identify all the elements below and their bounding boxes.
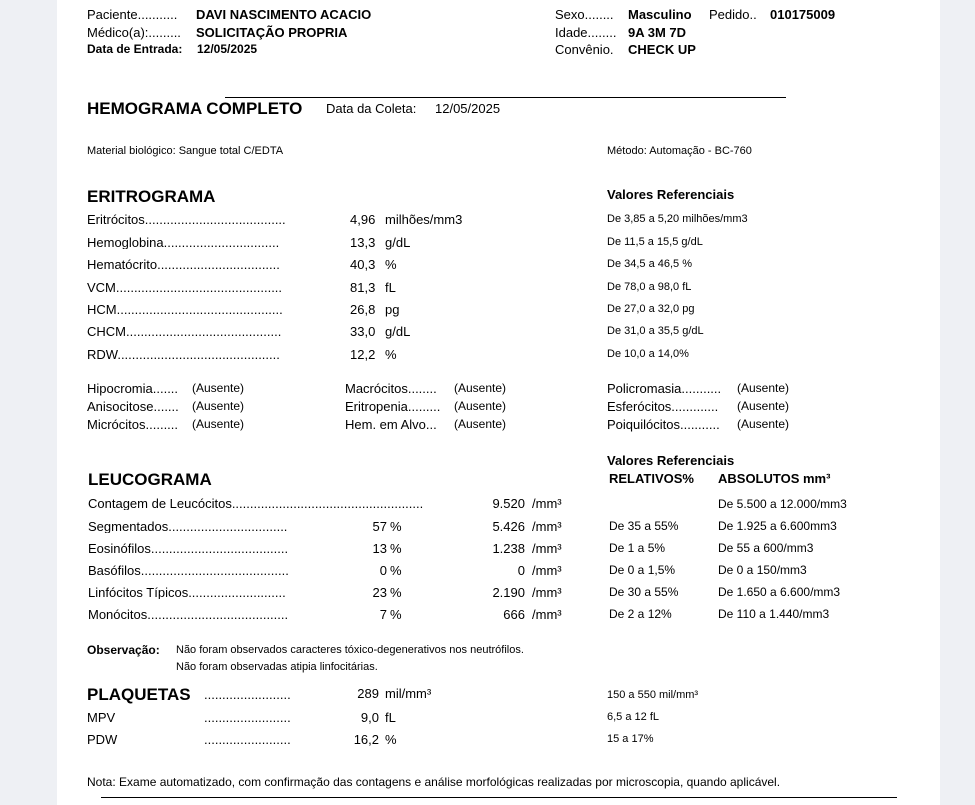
eritrograma-row-ref: De 3,85 a 5,20 milhões/mm3 [607, 213, 748, 225]
leucograma-row-unit: /mm³ [532, 541, 562, 556]
eritrograma-row-label: VCM.............................................. [87, 281, 283, 294]
leucograma-row-unit: /mm³ [532, 519, 562, 534]
leukocyte-count-unit: /mm³ [532, 496, 562, 511]
eritrograma-row-ref: De 78,0 a 98,0 fL [607, 281, 692, 293]
eritrograma-row-label: RDW............................................. [87, 348, 280, 361]
eritrograma-row-value: 13,3 [350, 235, 376, 250]
plaquetas-row-dots: ........................ [204, 711, 291, 724]
age-label: Idade........ [555, 25, 617, 40]
title-rule [225, 97, 786, 98]
plaquetas-row-unit: mil/mm³ [385, 686, 432, 701]
morph-value: (Ausente) [454, 381, 507, 395]
leucograma-row-label: Eosinófilos...................................... [88, 542, 289, 555]
eritrograma-row-unit: % [385, 347, 397, 362]
insurance-label: Convênio. [555, 42, 614, 57]
eritrograma-row-unit: milhões/mm3 [385, 212, 463, 227]
method-text: Método: Automação - BC-760 [607, 145, 752, 157]
leucograma-row-rel-ref: De 0 a 1,5% [609, 563, 676, 577]
leucograma-row-label: Monócitos....................................... [88, 608, 289, 621]
relative-header: RELATIVOS% [609, 471, 694, 486]
footer-rule [101, 797, 897, 798]
leucograma-row-unit: /mm³ [532, 607, 562, 622]
plaquetas-row-unit: % [385, 732, 397, 747]
plaquetas-title: PLAQUETAS [87, 685, 191, 704]
leucograma-row-pct: 0 [379, 563, 387, 578]
observation-line-2: Não foram observadas atipia linfocitárias. [176, 661, 378, 673]
eritrograma-row-ref: De 31,0 a 35,5 g/dL [607, 325, 704, 337]
morph-value: (Ausente) [192, 381, 245, 395]
morph-value: (Ausente) [454, 417, 507, 431]
plaquetas-row-unit: fL [385, 710, 396, 725]
order-label: Pedido.. [709, 7, 757, 22]
leucograma-row-value: 5.426 [492, 519, 525, 534]
eritrograma-row-label: Hematócrito.................................. [87, 258, 280, 271]
collect-date: 12/05/2025 [435, 101, 501, 116]
lab-report-page [57, 0, 940, 805]
patient-name: DAVI NASCIMENTO ACACIO [196, 7, 372, 22]
leucograma-row-value: 1.238 [492, 541, 525, 556]
observation-label: Observação: [87, 643, 160, 657]
absolute-header: ABSOLUTOS mm³ [718, 471, 831, 486]
eritrograma-row-value: 81,3 [350, 280, 376, 295]
morph-value: (Ausente) [192, 399, 245, 413]
order-number: 010175009 [770, 7, 836, 22]
sex-label: Sexo........ [555, 7, 614, 22]
plaquetas-row-name: PDW [87, 732, 118, 747]
eritrograma-row-value: 33,0 [350, 324, 376, 339]
leucograma-row-pct-unit: % [390, 541, 402, 556]
eritrograma-row-value: 4,96 [350, 212, 376, 227]
leucograma-row-pct: 23 [372, 585, 387, 600]
morph-label: Esferócitos............. [607, 399, 719, 414]
leucograma-row-pct-unit: % [390, 563, 402, 578]
material-text: Material biológico: Sangue total C/EDTA [87, 145, 284, 157]
eritrograma-row-ref: De 34,5 a 46,5 % [607, 258, 693, 270]
morph-label: Poiquilócitos........... [607, 417, 720, 432]
observation-line-1: Não foram observados caracteres tóxico-degenerativos nos neutrófilos. [176, 644, 524, 656]
leucograma-row-label: Basófilos......................................... [88, 564, 289, 577]
eritrograma-row-value: 12,2 [350, 347, 376, 362]
plaquetas-row-value: 16,2 [353, 732, 379, 747]
leucograma-row-rel-ref: De 30 a 55% [609, 585, 679, 599]
eritrograma-title: ERITROGRAMA [87, 187, 216, 206]
eritrograma-row-label: Hemoglobina................................ [87, 236, 280, 249]
plaquetas-row-ref: 15 a 17% [607, 733, 654, 745]
leucograma-row-abs-ref: De 1.650 a 6.600/mm3 [718, 585, 841, 599]
plaquetas-row-ref: 6,5 a 12 fL [607, 711, 659, 723]
eritrograma-row-unit: fL [385, 280, 396, 295]
eritrograma-row-label: Eritrócitos....................................... [87, 213, 286, 226]
morph-label: Micrócitos......... [87, 417, 179, 432]
morph-value: (Ausente) [737, 417, 790, 431]
leucograma-row-pct: 7 [379, 607, 387, 622]
leucograma-row-pct: 57 [372, 519, 387, 534]
morph-label: Hem. em Alvo... [345, 417, 437, 432]
eritrograma-row-unit: % [385, 257, 397, 272]
doctor-label: Médico(a):......... [87, 25, 181, 40]
sex-value: Masculino [628, 7, 692, 22]
leucograma-row-rel-ref: De 1 a 5% [609, 541, 666, 555]
eritrograma-row-ref: De 27,0 a 32,0 pg [607, 303, 695, 315]
entry-date-label: Data de Entrada: [87, 42, 183, 56]
leukocyte-count-label: Contagem de Leucócitos..................................................... [88, 497, 424, 510]
leucograma-row-pct-unit: % [390, 585, 402, 600]
patient-label: Paciente........... [87, 7, 178, 22]
morph-label: Anisocitose....... [87, 399, 179, 414]
leucograma-row-pct-unit: % [390, 519, 402, 534]
eritrograma-row-label: HCM.............................................. [87, 303, 283, 316]
morph-value: (Ausente) [192, 417, 245, 431]
eritrograma-row-unit: g/dL [385, 324, 411, 339]
morph-value: (Ausente) [737, 399, 790, 413]
leucograma-row-unit: /mm³ [532, 563, 562, 578]
insurance-value: CHECK UP [628, 42, 696, 57]
leucograma-row-value: 666 [503, 607, 525, 622]
plaquetas-row-name: MPV [87, 710, 116, 725]
leucograma-row-unit: /mm³ [532, 585, 562, 600]
leucograma-row-value: 2.190 [492, 585, 525, 600]
eritrograma-row-value: 40,3 [350, 257, 376, 272]
eritrograma-row-unit: g/dL [385, 235, 411, 250]
leucograma-row-abs-ref: De 110 a 1.440/mm3 [718, 607, 830, 621]
leucograma-ref-title: Valores Referenciais [607, 453, 735, 468]
leucograma-row-pct: 13 [372, 541, 387, 556]
morph-value: (Ausente) [737, 381, 790, 395]
eritrograma-row-unit: pg [385, 302, 400, 317]
plaquetas-row-value: 289 [357, 686, 379, 701]
leucograma-row-label: Segmentados................................. [88, 520, 288, 533]
leukocyte-count-value: 9.520 [492, 496, 525, 511]
exam-title: HEMOGRAMA COMPLETO [87, 99, 303, 118]
leucograma-row-abs-ref: De 55 a 600/mm3 [718, 541, 814, 555]
leucograma-row-value: 0 [517, 563, 525, 578]
eritrograma-row-ref: De 11,5 a 15,5 g/dL [607, 236, 703, 248]
leucograma-row-rel-ref: De 2 a 12% [609, 607, 672, 621]
eritrograma-row-label: CHCM........................................... [87, 325, 282, 338]
collect-date-label: Data da Coleta: [326, 101, 417, 116]
leucograma-row-abs-ref: De 1.925 a 6.600mm3 [718, 519, 837, 533]
entry-date: 12/05/2025 [197, 42, 258, 56]
footnote: Nota: Exame automatizado, com confirmação das contagens e análise morfológicas realizadas por microscopia, quando aplicável. [87, 775, 781, 789]
morph-label: Policromasia........... [607, 381, 722, 396]
eritrograma-row-ref: De 10,0 a 14,0% [607, 348, 689, 360]
morph-label: Hipocromia....... [87, 381, 179, 396]
age-value: 9A 3M 7D [628, 25, 687, 40]
morph-value: (Ausente) [454, 399, 507, 413]
plaquetas-row-value: 9,0 [360, 710, 379, 725]
morph-label: Eritropenia......... [345, 399, 441, 414]
leukocyte-count-ref: De 5.500 a 12.000/mm3 [718, 497, 847, 511]
plaquetas-row-ref: 150 a 550 mil/mm³ [607, 689, 699, 701]
plaquetas-row-dots: ........................ [204, 688, 291, 701]
eritrograma-row-value: 26,8 [350, 302, 376, 317]
doctor-name: SOLICITAÇÃO PROPRIA [196, 25, 348, 40]
leucograma-row-pct-unit: % [390, 607, 402, 622]
plaquetas-row-dots: ........................ [204, 733, 291, 746]
morph-label: Macrócitos........ [345, 381, 437, 396]
leucograma-title: LEUCOGRAMA [88, 470, 212, 489]
leucograma-row-abs-ref: De 0 a 150/mm3 [718, 563, 807, 577]
eritrograma-ref-title: Valores Referenciais [607, 187, 735, 202]
leucograma-row-rel-ref: De 35 a 55% [609, 519, 679, 533]
leucograma-row-label: Linfócitos Típicos........................... [88, 586, 286, 599]
